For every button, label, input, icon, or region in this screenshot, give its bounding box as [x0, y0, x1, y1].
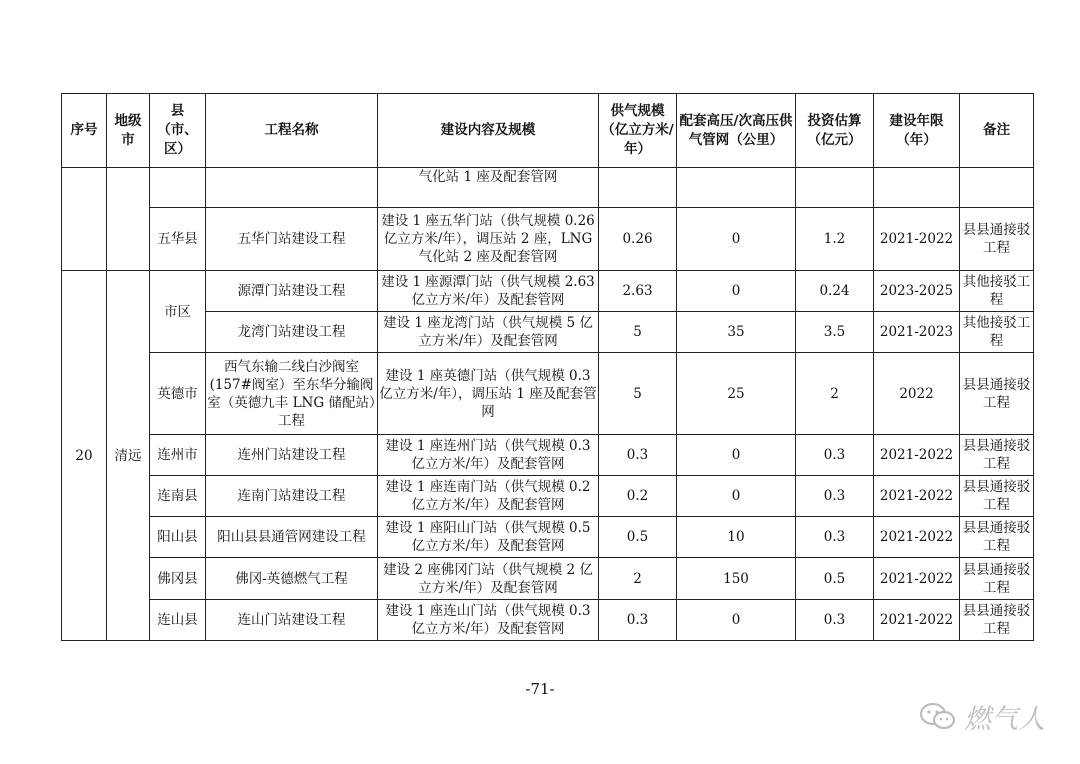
header-invest: 投资估算（亿元） [796, 94, 874, 168]
cell-seq: 20 [62, 271, 107, 641]
cell-period [874, 168, 960, 208]
cell-pipe: 0 [677, 435, 796, 476]
cell-city [107, 168, 150, 271]
watermark-text: 燃气人 [964, 704, 1045, 735]
cell-project: 龙湾门站建设工程 [206, 312, 378, 353]
table-row [62, 312, 1034, 353]
cell-county: 五华县 [150, 208, 206, 271]
cell-content: 建设 2 座佛冈门站（供气规模 2 亿立方米/年）及配套管网 [378, 558, 599, 600]
cell-invest: 0.3 [796, 600, 874, 641]
cell-project: 连南门站建设工程 [206, 476, 378, 517]
cell-supply: 2 [599, 558, 677, 600]
cell-project: 连山门站建设工程 [206, 600, 378, 641]
cell-invest: 0.3 [796, 476, 874, 517]
cell-supply: 0.26 [599, 208, 677, 271]
header-city: 地级市 [107, 94, 150, 168]
gas-project-table [61, 93, 1034, 641]
header-county: 县（市、区） [150, 94, 206, 168]
watermark [918, 697, 1045, 736]
cell-supply [599, 168, 677, 208]
table-row [62, 558, 1034, 600]
table-row [62, 168, 1034, 208]
cell-note: 县县通接驳工程 [960, 558, 1034, 600]
table-row [62, 435, 1034, 476]
cell-period: 2021-2022 [874, 558, 960, 600]
table-row [62, 476, 1034, 517]
cell-supply: 5 [599, 353, 677, 435]
table-row [62, 600, 1034, 641]
cell-supply: 0.3 [599, 600, 677, 641]
cell-note: 县县通接驳工程 [960, 517, 1034, 558]
cell-content: 建设 1 座连山门站（供气规模 0.3 亿立方米/年）及配套管网 [378, 600, 599, 641]
table-row [62, 353, 1034, 435]
cell-city: 清远 [107, 271, 150, 641]
header-pipe: 配套高压/次高压供气管网（公里） [677, 94, 796, 168]
cell-invest: 0.3 [796, 435, 874, 476]
cell-pipe: 0 [677, 271, 796, 312]
header-content: 建设内容及规模 [378, 94, 599, 168]
cell-note: 县县通接驳工程 [960, 476, 1034, 517]
cell-note: 县县通接驳工程 [960, 600, 1034, 641]
cell-seq [62, 168, 107, 271]
table-row [62, 208, 1034, 271]
cell-period: 2021-2023 [874, 312, 960, 353]
cell-project: 连州门站建设工程 [206, 435, 378, 476]
table-row [62, 271, 1034, 312]
cell-content: 建设 1 座英德门站（供气规模 0.3 亿立方米/年），调压站 1 座及配套管网 [378, 353, 599, 435]
cell-pipe: 0 [677, 600, 796, 641]
table-row [62, 517, 1034, 558]
cell-county: 佛冈县 [150, 558, 206, 600]
cell-period: 2021-2022 [874, 600, 960, 641]
cell-content: 建设 1 座源潭门站（供气规模 2.63 亿立方米/年）及配套管网 [378, 271, 599, 312]
cell-project [206, 168, 378, 208]
table-header-row [62, 94, 1034, 168]
cell-project: 西气东输二线白沙阀室(157#阀室）至东华分输阀室（英德九丰 LNG 储配站）工程 [206, 353, 378, 435]
header-project: 工程名称 [206, 94, 378, 168]
cell-invest: 3.5 [796, 312, 874, 353]
cell-note: 县县通接驳工程 [960, 435, 1034, 476]
cell-content: 建设 1 座连州门站（供气规模 0.3 亿立方米/年）及配套管网 [378, 435, 599, 476]
cell-project: 五华门站建设工程 [206, 208, 378, 271]
cell-content: 建设 1 座连南门站（供气规模 0.2 亿立方米/年）及配套管网 [378, 476, 599, 517]
cell-period: 2023-2025 [874, 271, 960, 312]
cell-supply: 5 [599, 312, 677, 353]
cell-content: 气化站 1 座及配套管网 [378, 168, 599, 208]
cell-period: 2021-2022 [874, 208, 960, 271]
cell-county [150, 168, 206, 208]
cell-invest: 0.24 [796, 271, 874, 312]
cell-content: 建设 1 座五华门站（供气规模 0.26 亿立方米/年），调压站 2 座，LNG 气化站 2 座及配套管网 [378, 208, 599, 271]
wechat-icon [918, 701, 958, 733]
cell-supply: 0.5 [599, 517, 677, 558]
page-number: -71- [525, 680, 555, 698]
cell-county: 连州市 [150, 435, 206, 476]
cell-pipe [677, 168, 796, 208]
cell-pipe: 150 [677, 558, 796, 600]
cell-pipe: 10 [677, 517, 796, 558]
cell-note [960, 168, 1034, 208]
cell-supply: 0.2 [599, 476, 677, 517]
cell-supply: 0.3 [599, 435, 677, 476]
cell-invest: 0.3 [796, 517, 874, 558]
cell-invest: 2 [796, 353, 874, 435]
cell-county: 连南县 [150, 476, 206, 517]
cell-period: 2021-2022 [874, 476, 960, 517]
cell-period: 2021-2022 [874, 517, 960, 558]
cell-county: 阳山县 [150, 517, 206, 558]
cell-invest [796, 168, 874, 208]
header-period: 建设年限（年） [874, 94, 960, 168]
cell-project: 佛冈-英德燃气工程 [206, 558, 378, 600]
cell-county: 英德市 [150, 353, 206, 435]
cell-pipe: 0 [677, 476, 796, 517]
cell-county: 市区 [150, 271, 206, 353]
cell-period: 2022 [874, 353, 960, 435]
cell-invest: 1.2 [796, 208, 874, 271]
cell-county: 连山县 [150, 600, 206, 641]
cell-content: 建设 1 座龙湾门站（供气规模 5 亿立方米/年）及配套管网 [378, 312, 599, 353]
cell-period: 2021-2022 [874, 435, 960, 476]
header-supply: 供气规模（亿立方米/年） [599, 94, 677, 168]
cell-pipe: 0 [677, 208, 796, 271]
cell-project: 源潭门站建设工程 [206, 271, 378, 312]
cell-supply: 2.63 [599, 271, 677, 312]
cell-project: 阳山县县通管网建设工程 [206, 517, 378, 558]
cell-invest: 0.5 [796, 558, 874, 600]
header-note: 备注 [960, 94, 1034, 168]
cell-note: 县县通接驳工程 [960, 208, 1034, 271]
cell-content: 建设 1 座阳山门站（供气规模 0.5 亿立方米/年）及配套管网 [378, 517, 599, 558]
cell-note: 其他接驳工程 [960, 312, 1034, 353]
header-seq: 序号 [62, 94, 107, 168]
cell-note: 县县通接驳工程 [960, 353, 1034, 435]
cell-note: 其他接驳工程 [960, 271, 1034, 312]
cell-pipe: 25 [677, 353, 796, 435]
cell-pipe: 35 [677, 312, 796, 353]
